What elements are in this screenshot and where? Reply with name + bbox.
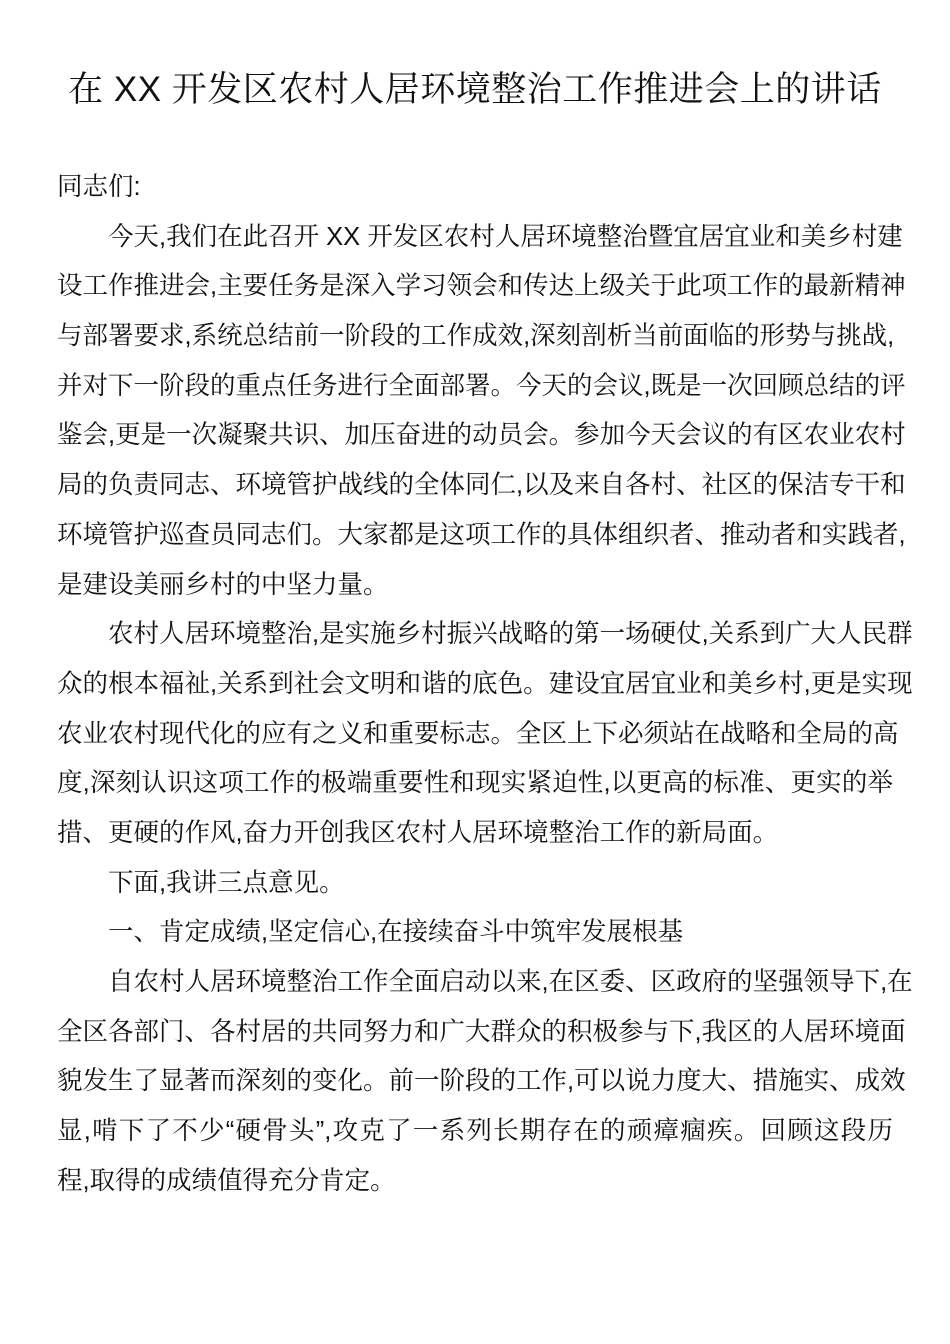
paragraph	[57, 610, 913, 858]
text-line: 一、肯定成绩,坚定信心,在接续奋斗中筑牢发展根基	[108, 918, 684, 947]
text-line: 设工作推进会,主要任务是深入学习领会和传达上级关于此项工作的最新精神	[57, 272, 906, 301]
text-line: 措、更硬的作风,奋力开创我区农村人居环境整治工作的新局面。	[57, 818, 779, 847]
text-line: 今天,我们在此召开 XX 开发区农村人居环境整治暨宜居宜业和美乡村建	[108, 222, 903, 251]
document-title: 在 XX 开发区农村人居环境整治工作推进会上的讲话	[68, 70, 882, 109]
text-line: 自农村人居环境整治工作全面启动以来,在区委、区政府的坚强领导下,在	[108, 968, 913, 996]
text-line: 下面,我讲三点意见。	[108, 868, 345, 897]
text-line: 全区各部门、各村居的共同努力和广大群众的积极参与下,我区的人居环境面	[57, 1017, 906, 1046]
text-line: 程,取得的成绩值得充分肯定。	[57, 1166, 396, 1195]
text-line: 众的根本福祉,关系到社会文明和谐的底色。建设宜居宜业和美乡村,更是实现	[57, 669, 913, 698]
text-line: 同志们:	[57, 173, 141, 201]
salutation	[57, 163, 893, 213]
text-line: 农业农村现代化的应有之义和重要标志。全区上下必须站在战略和全局的高	[57, 719, 899, 748]
paragraph	[57, 859, 893, 909]
document-body	[57, 163, 913, 1206]
text-line: 度,深刻认识这项工作的极端重要性和现实紧迫性,以更高的标准、更实的举	[57, 769, 893, 798]
text-line: 农村人居环境整治,是实施乡村振兴战略的第一场硬仗,关系到广大人民群	[108, 620, 913, 649]
text-line: 是建设美丽乡村的中坚力量。	[57, 570, 389, 599]
text-line: 并对下一阶段的重点任务进行全面部署。今天的会议,既是一次回顾总结的评	[57, 371, 906, 400]
paragraph	[57, 958, 913, 1206]
paragraph	[57, 908, 893, 958]
text-line: 局的负责同志、环境管护战线的全体同仁,以及来自各村、社区的保洁专干和	[57, 471, 906, 500]
text-line: 鉴会,更是一次凝聚共识、加压奋进的动员会。参加今天会议的有区农业农村	[57, 421, 906, 450]
text-line: 与部署要求,系统总结前一阶段的工作成效,深刻剖析当前面临的形势与挑战,	[57, 322, 895, 351]
text-line: 显,啃下了不少“硬骨头”,攻克了一系列长期存在的顽瘴痼疾。回顾这段历	[57, 1117, 893, 1146]
text-line: 环境管护巡查员同志们。大家都是这项工作的具体组织者、推动者和实践者,	[57, 520, 906, 549]
text-line: 貌发生了显著而深刻的变化。前一阶段的工作,可以说力度大、措施实、成效	[57, 1067, 906, 1096]
paragraph	[57, 213, 906, 611]
